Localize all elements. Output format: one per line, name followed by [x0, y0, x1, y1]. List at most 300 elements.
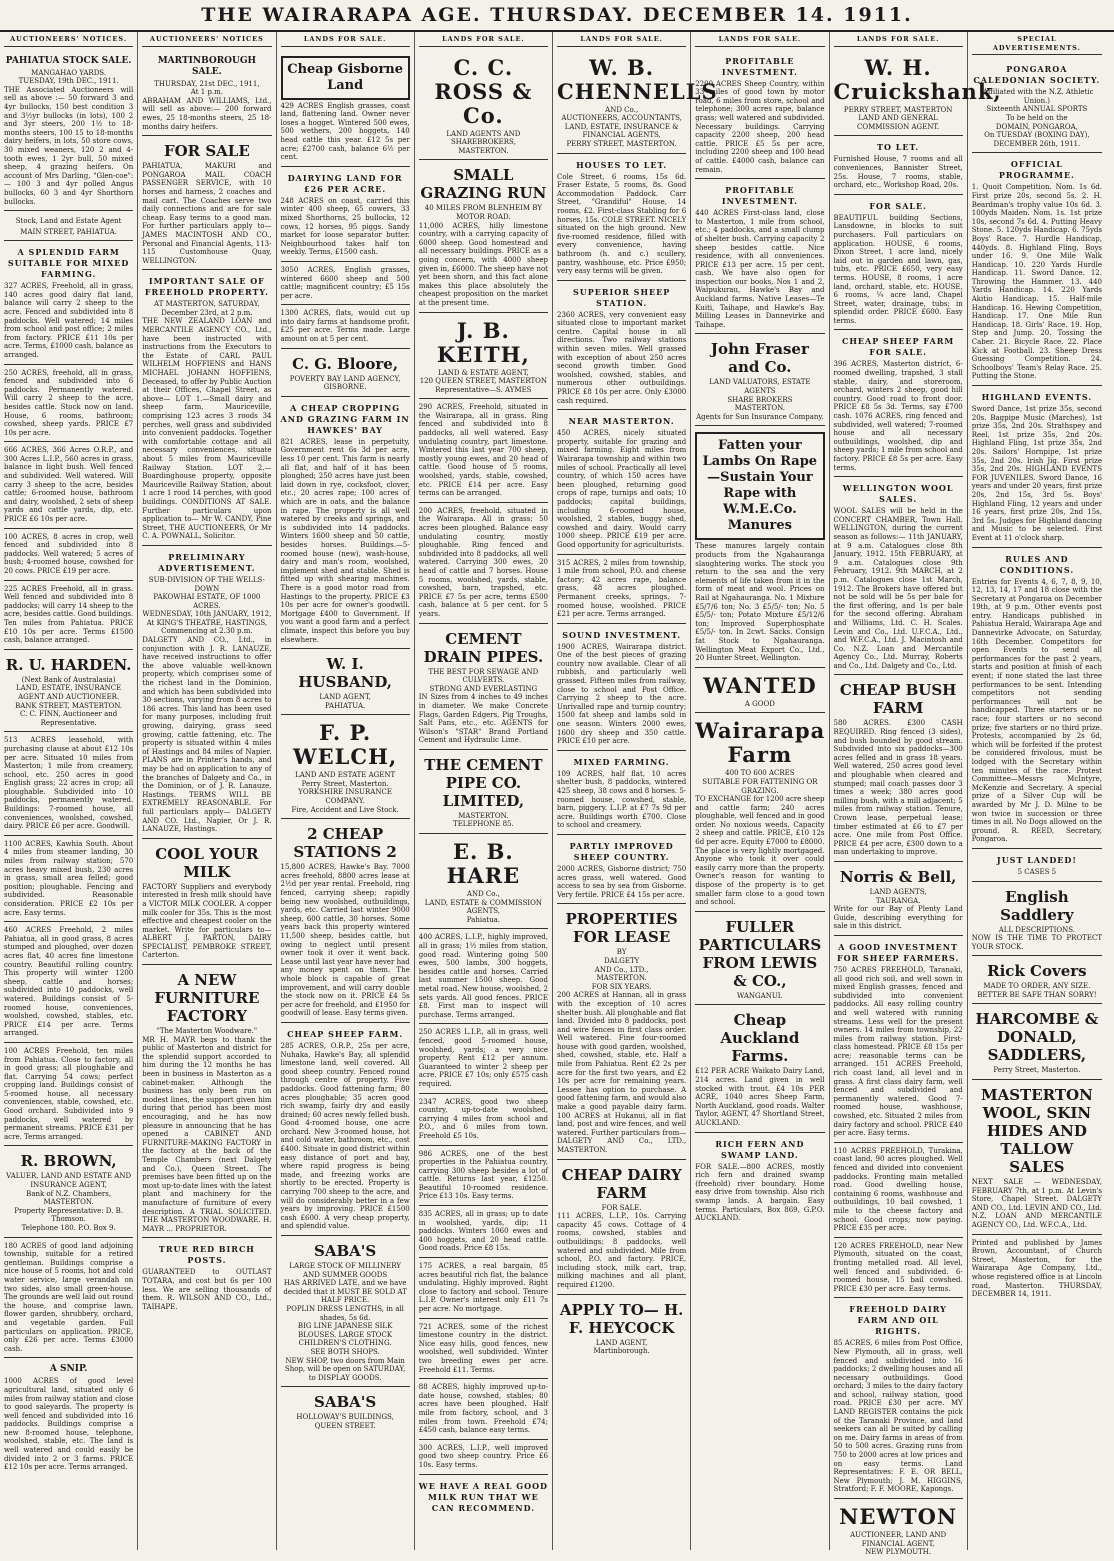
ad-body: 986 ACRES, one of the best properties in the Pahiatua country, carrying 300 sheep besides a lot of cattle. Returns last year, £1250. Beautiful 10-roomed residence. Price £13 10s. Easy terms. — [418, 1149, 548, 1201]
ad-subline: Property Representative: D. B. Thomson. — [14, 1206, 123, 1224]
advertisement — [4, 732, 133, 836]
ad-title: PONGAROA CALEDONIAN SOCIETY. — [973, 64, 1101, 86]
advertisement — [695, 713, 824, 912]
advertisement — [695, 334, 824, 426]
advertisement — [972, 1004, 1102, 1080]
ad-title: THE CEMENT PIPE CO. LIMITED, — [424, 755, 543, 810]
ad-title: Wairarapa Farm — [695, 718, 826, 768]
advertisement — [695, 426, 824, 667]
advertisement — [419, 1024, 548, 1093]
ad-title: Stock, Land and Estate Agent — [15, 217, 122, 226]
advertisement — [419, 503, 548, 624]
ad-title: R. U. HARDEN. — [5, 655, 132, 674]
ad-body: 180 ACRES of good land adjoining township, suitable for a retired gentleman. Buildings comprise a nice house of 5 rooms, hot and cold water service, large verandah on two sides, also small green-house. The grounds are well laid out round the house, and comprise lawn, flower garden, shrubbery, orchard, and vegetable garden. Full particulars on application. PRICE, only £26 per acre. Terms £3000 cash. — [4, 1241, 134, 1353]
ad-title: MIXED FARMING. — [573, 756, 670, 767]
column-3 — [277, 32, 415, 1550]
ad-subline: Pahiatua. — [466, 915, 500, 924]
ad-body: THE Associated Auctioneers will sell as above :— 50 forward 3 and 4yr bullocks, 150 best condition 3 and 3½yr bullocks (in lots), 100 2 and 3yr steers, 200 1½ to 18-months steers, 100 15 to 18-months dairy heifers, in lots, 50 store cows, 30 mixed weaners, 120 2 and 4-tooth ewes, 1 2yr bull, 50 mixed sheep, 4 grazing heifers. On account of Mrs Darling, "Glen-coe":— 100 3 and 4yr polled Angus bullocks, 60 3 and 4yr Shorthorn bullocks. — [4, 85, 134, 206]
ad-body: 110 ACRES FREEHOLD, Turakina, coast land, 90 acres ploughed. Well fenced and divided into convenient paddocks. Fronting main metalled road. Good dwelling house, containing 6 rooms, washhouse and outbuildings, 10 bail cowshed, 1 mile to the cheese factory and school. Good crops; now paying. PRICE £35 per acre. — [833, 1146, 963, 1233]
advertisement — [4, 211, 133, 241]
ad-subline: Bank of N.Z. Chambers, MASTERTON. — [26, 1189, 112, 1207]
ad-body: £12 PER ACRE Waikato Dairy Land, 214 acres. Land given in well stocked with trout. £4 10s PER ACRE, 1040 acres Sheep Farm, North Auckland, good roads. Walter Taylor, AGENT, 47 Shortland Street, AUCKLAND. — [695, 1067, 825, 1127]
ad-subline: At KING'S THEATRE, HASTINGS, — [146, 618, 268, 627]
ad-subline: TUESDAY, 19th DEC., 1911. — [18, 77, 119, 86]
ad-subline: (Affiliated with the N.Z. Athletic Union.) — [980, 88, 1094, 105]
ad-subline: LAND, ESTATE, INSURANCE AGENT AND AUCTIONEER. — [16, 684, 122, 701]
advertisement — [419, 834, 548, 929]
ad-subline: DALGETY — [603, 956, 640, 965]
ad-title: FULLER PARTICULARS FROM LEWIS & CO., — [698, 917, 822, 990]
ad-subline: Martinborough. — [593, 1347, 650, 1356]
advertisement — [833, 50, 1002, 137]
ad-title: APPLY TO— H. F. HEYCOCK — [559, 1300, 684, 1337]
ad-subline: STRONG AND EVERLASTING — [429, 684, 538, 693]
ad-subline: THURSDAY, 21st DEC., 1911, — [154, 79, 260, 88]
ad-title: PROFITABLE INVESTMENT. — [721, 55, 798, 77]
ad-body: 285 ACRES, O.R.P., 25s per acre, Nuhaka, Hawke's Bay, all splendid limestone land, well covered. All good sheep country. Fenced round through centre of property. Five paddocks. Good fattening farm; 80 acres ploughable; 35 acres good rich swamp, fairly dry and easily drained; 60 acres newly felled bush. Good 4-roomed house, one acre orchard. New 3-roomed house, hot and cold water, bathroom, etc., cost £400. Situate in good district within easy distance of port and bay, where rapid progress is being made, and freezing works are shortly to be erected. Property is carrying 700 sheep to the acre, and will do considerably better in a few years by improving. PRICE £1500 cash £600. A very cheap property, and splendid value. — [280, 1041, 410, 1231]
ad-subline: FOR SALE. — [601, 1203, 642, 1212]
ad-subline: VALUER, LAND AND ESTATE AND INSURANCE AGENT, — [6, 1172, 132, 1190]
ad-title: HIGHLAND EVENTS. — [981, 392, 1093, 402]
advertisement — [419, 50, 548, 161]
column-2 — [138, 32, 276, 1550]
ad-subline: PAKOWHAI ESTATE, OF 1000 ACRES. — [153, 593, 261, 610]
ad-subline: LAND AGENTS AND SHAREBROKERS, — [446, 129, 521, 147]
ad-body: 440 ACRES First-class land, close to Masterton, 1 mile from school, etc.; 4 paddocks, and a small clump of shelter bush. Carrying capacity 2 sheep besides cattle. Nice residence, with all conveniences. PRICE £13 per acre. 15 per cent. cash. We have also open for inspection our books, Nos 1 and 2, Waipukurau, Hawke's Bay and Auckland farms. Native Leases—Te Kuiti, Taihape, and Hawke's Bay. Milling Leases in Dannevirke and Taihape. — [695, 209, 825, 329]
ad-subline: SHARE BROKERS — [727, 395, 793, 404]
advertisement — [557, 555, 686, 624]
ad-body: FACTORY Suppliers and everybody interested in fresh milk should have a VICTOR MILK COOLER. A copper milk cooler for 35s. This is the most effective and cheapest cooler on the market. Write for particulars to— ALBERT J. PARTON, DAIRY SPECIALIST, PEMBROKE STREET, Carterton. — [142, 882, 272, 960]
ad-title: C. G. Bloore, — [292, 354, 399, 373]
advertisement — [834, 675, 963, 862]
advertisement — [4, 836, 133, 922]
advertisement — [4, 1238, 133, 1359]
advertisement — [557, 410, 686, 554]
ad-title: COOL YOUR MILK — [155, 844, 259, 881]
advertisement — [695, 1133, 824, 1227]
advertisement — [695, 50, 824, 180]
ad-body: 750 ACRES FREEHOLD, Taranaki, all good rich soil, and well sown in mixed English grasses, fenced and subdivided into convenient paddocks. All easy rolling country and well watered with running streams. Less well for the present owners. 14 miles from township, 22 miles from railway station. First-class homestead. PRICE £8 15s per acre; reasonable terms can be arranged. 151 ACRES Freehold, rich coast land, all level and in grass. A first class dairy farm, well fenced and subdivided and permanently watered. Good 7-roomed house, washhouse, cowshed, etc. Situated 2 miles from dairy factory and school. PRICE £40 per acre. Easy terms. — [833, 965, 963, 1138]
ad-subline: 5 CASES 5 — [1017, 867, 1057, 876]
ad-subline: "The Masterton Woodware." — [156, 1027, 258, 1036]
ad-body: 835 ACRES, all in grass; up to date in woolshed, yards, dip; 11 paddocks. Winters 1060 ewes and 400 hoggets, and 20 head cattle. Good roads. Price £8 15s. — [418, 1210, 548, 1253]
advertisement — [419, 1146, 548, 1207]
ad-body: 100 ACRES, 8 acres in crop, well fenced and subdivided into 8 paddocks. Well watered; 5 acres of bush; 4-roomed house, cowshed for 20 cows. PRICE £19 per acre. — [4, 532, 134, 575]
advertisement — [281, 349, 410, 397]
ad-title: SOUND INVESTMENT. — [562, 629, 682, 640]
ad-subline: BETTER BE SAFE THAN SORRY! — [977, 990, 1097, 999]
ad-title: PROFITABLE INVESTMENT. — [721, 185, 798, 207]
ad-subline: LAND VALUATORS, ESTATE AGENTS — [709, 378, 811, 396]
ad-body: 327 ACRES, Freehold, all in grass, 140 acres good dairy flat land, balance will carry 2 sheep to the acre. Fenced and subdivided into 8 paddocks. Well watered; 14 miles from school and post office; 2 miles from factory. PRICE £11 10s per acre. Terms, £1000 cash, balance as arranged. — [4, 282, 134, 359]
ad-subline: Agents for Sun Insurance Company. — [696, 412, 824, 421]
ad-subline: MANGAHAO YARDS. — [31, 68, 107, 77]
ad-title: WE HAVE A REAL GOOD MILK RUN THAT WE CAN RECOMMEND. — [418, 1480, 548, 1513]
ad-title: RULES AND CONDITIONS. — [999, 553, 1075, 575]
ad-subline: LARGE STOCK OF MILLINERY AND SUMMER GOODS — [289, 1262, 401, 1279]
ad-subline: LAND AND ESTATE AGENT — [295, 771, 396, 780]
ad-body: Entries for Events 4, 6, 7, 8, 9, 10, 12, 13, 14, 17 and 18 close with the Secretary at Pongaroa on December 19th, at 9 p.m. Other events post entry. Handicaps published in Pahiatua Herald, Wairarapa Age and Dannevirke Advocate, on Saturday, 16th December. Competitors for open Events to send all performances for the past 2 years, starts and position at finish of each event; if none stated the last three performances to be sent. Intending competitors not sending performances will not be handicapped. Three starters or no race; four starters or no second prize; five starters or no third prize. Protests, accompanied by 2s 6d, which will be forfeited if the protest be considered frivolous, must be lodged with the Secretary within ten minutes of the race. Protest Committee—Messrs McIntyre, McKenzie and Secretary. A special prize of a Silver Cup will be awarded by Mr J. D. Milne to be won twice in succession or three times in all. No Dogs allowed on the ground. R. REED, Secretary, Pongaroa. — [971, 577, 1102, 844]
column-heading: AUCTIONEERS' NOTICES. — [4, 32, 133, 47]
advertisement — [834, 1143, 963, 1238]
ad-title: JUST LANDED! — [996, 854, 1077, 865]
advertisement — [972, 849, 1102, 882]
ad-body: 85 ACRES, 6 miles from Post Office, New Plymouth, all in grass, well fenced and subdivided into 16 paddocks; 2 dwelling houses and all necessary outbuildings. Good orchard; 3 miles to the dairy factory and school, railway station, good road. PRICE £30 per acre. MY LAND REGISTER contains the pick of the Taranaki Province, and land seekers can all be suited by calling on me. Dairy farms in areas of from 50 to 500 acres. Grazing runs from 750 to 2000 acres at low prices and on easy terms. Land Representatives: F. E. OR BELL, New Plymouth; J. M. HIGGINS, Stratford; F. F. MOORE, Kapongs. — [833, 1339, 963, 1494]
ad-subline: POPLIN DRESS LENGTHS, in all shades, 5s 6d. — [286, 1304, 404, 1322]
ad-title: John Fraser and Co. — [710, 340, 809, 377]
advertisement — [834, 477, 963, 675]
ad-title: Rick Covers — [987, 962, 1087, 981]
advertisement — [419, 1206, 548, 1258]
ad-body: NOW IS THE TIME TO PROTECT YOUR STOCK. — [971, 934, 1102, 951]
ad-body: 120 ACRES FREEHOLD, near New Plymouth, situated on the coast, fronting metalled road. All level, well fenced and subdivided. 6-roomed house, 15 bail cowshed. PRICE £30 per acre. Easy terms. — [833, 1241, 963, 1293]
column-heading: LANDS FOR SALE. — [557, 32, 686, 47]
ad-body: ABRAHAM AND WILLIAMS, Ltd., will sell as above:— 200 forward ewes, 25 18-months steers, 25 18-months dairy heifers. — [142, 96, 272, 131]
advertisement — [972, 153, 1102, 386]
ad-title: NEAR MASTERTON. — [568, 416, 675, 427]
ad-title: OFFICIAL PROGRAMME. — [998, 159, 1075, 181]
ad-body: 200 ACRES, freehold, situated in the Wairarapa. All in grass; 50 acres been ploughed. Balance easy undulating country, mostly ploughable. Ring fenced and subdivided into 8 paddocks, all well watered. Carrying 300 ewes, 20 head of cattle and 7 horses. House 5 rooms, woolshed, yards, stable, cowshed, barn, trapshed, etc. PRICE £7 5s per acre, terms £500 cash, balance at 5 per cent. for 5 years. — [418, 506, 548, 618]
ad-title: HOUSES TO LET. — [576, 159, 668, 170]
ad-title: J. B. KEITH, — [436, 317, 530, 367]
ad-subline: LAND, ESTATE & COMMISSION AGENTS, — [424, 898, 542, 916]
ad-body: 2347 ACRES, good two sheep country, up-to-date woolshed, carrying 4 miles from school and P.O., and 6 miles from town. Freehold £5 10s. — [418, 1097, 548, 1140]
advertisement — [4, 241, 133, 364]
ad-body: 450 ACRES, nicely situated property, suitable for grazing and mixed farming. Eight miles from Wairarapa township and within two miles of school. Practically all level country, of which 150 acres have been ploughed, returning good crops of rape, turnips and oats; 10 paddocks; capital buildings, including 6-roomed house, woolshed, 2 stables, buggy shed, cowshed and dairy. Would carry 1000 sheep. PRICE £19 per acre. Good opportunity for agriculturists. — [557, 429, 687, 549]
ad-subline: SEE BOTH SHOPS. — [310, 1347, 380, 1356]
ad-subline: MADE TO ORDER, ANY SIZE. — [983, 982, 1091, 991]
ad-body: TO EXCHANGE for 1200 acre sheep and cattle farm; 240 acres ploughable, well fenced and in good order. No noxious weeds. Capacity 2 sheep and cattle. PRICE, £10 12s 6d per acre. Equity £7000 to £8000. The place is very lightly mortgaged. Anyone who took it over could easily carry more than the property. Owner's reason for wanting to dispose of the property is to get smaller farm close to a good town and school. — [695, 795, 825, 907]
advertisement — [281, 649, 410, 715]
ad-body: 1100 ACRES, Kawhia South. About 4 miles from steamer landing, 30 miles from railway station; 570 acres heavy mixed bush, 230 acres in grass, small area felled; good position; ploughable. Fencing and subdivided. Reasonable consideration. PRICE £2 10s per acre. Easy terms. — [4, 839, 134, 917]
ad-subline: PERRY STREET, MASTERTON. — [566, 139, 677, 148]
advertisement — [557, 1295, 686, 1360]
advertisement — [557, 904, 686, 1159]
ad-body: 248 ACRES on coast, carried this winter 400 sheep, 65 cowers, 33 mixed Shorthorns, 25 bullocks, 12 cows, 12 horses, 95 piggs. Sandy market for loose separator butter. Neighbourhood takes half ton weekly. Terms, £1500 cash. — [280, 196, 410, 257]
ad-title: PROPERTIES FOR LEASE — [565, 910, 678, 947]
ad-subline: A GOOD — [744, 699, 775, 708]
advertisement — [834, 936, 963, 1143]
advertisement — [557, 50, 718, 154]
ad-subline: (Next Bank of Australasia) — [21, 675, 116, 684]
ad-title: SABA'S — [314, 1242, 377, 1260]
advertisement — [419, 750, 548, 834]
column-1 — [0, 32, 138, 1550]
advertisement — [972, 1235, 1102, 1303]
ad-title: 2 CHEAP STATIONS 2 — [293, 825, 397, 862]
advertisement — [281, 1236, 410, 1387]
advertisement — [419, 1379, 548, 1440]
ad-subline: MASTERTON. — [596, 974, 647, 983]
ad-title: WANTED — [703, 672, 817, 698]
advertisement — [695, 179, 824, 334]
advertisement — [972, 58, 1102, 153]
advertisement — [557, 835, 686, 904]
ad-title: W. I. HUSBAND, — [298, 655, 393, 692]
ad-body: NEXT SALE — WEDNESDAY, FEBRUARY 7th, at 1 p.m. At Levin's Store, Chapel Street. DALGETY AND CO., Ltd. LEVIN AND CO., Ltd. N.Z. LOAN AND MERCANTILE AGENCY CO., Ltd. W.F.C.A., Ltd. — [971, 1178, 1102, 1230]
advertisement — [281, 715, 410, 819]
advertisement — [972, 882, 1102, 957]
advertisement — [557, 281, 686, 411]
ad-subline: TELEPHONE 85. — [453, 820, 514, 829]
column-heading: SPECIAL ADVERTISEMENTS. — [972, 32, 1102, 55]
ad-subline: PERRY STREET, MASTERTON — [843, 105, 953, 114]
ad-subline: C. C. FINN, Auctioneer and Representative. — [19, 710, 118, 727]
advertisement — [419, 1440, 548, 1475]
ad-body: 2360 ACRES, very convenient easy situated close to important market centre. Capital house in all directions. Two railway stations within seven miles. Well grassed with exception of about 250 acres second growth timber. Good woolshed, cowshed, stables, and numerous other outbuildings. PRICE £8 10s per acre. Only £3000 cash required. — [557, 310, 687, 405]
ad-subline: Perry Street, Masterton. — [993, 1066, 1081, 1075]
advertisement — [281, 262, 410, 305]
advertisement — [834, 136, 963, 194]
ad-title: Cheap Auckland Farms. — [720, 1011, 800, 1066]
ad-body: 250 ACRES L.I.P., all in grass, well fenced, good 5-roomed house, woolshed, yards; a very nice property. Rent £12 per annum. Guaranteed to winter 2 sheep per acre. PRICE £7 10s; only £575 cash required. — [418, 1028, 548, 1088]
ad-body: 100 ACRES Freehold, ten miles from Pahiatua. Close to factory, all in good grass; all ploughable and flat. Carrying 54 cows; perfect cropping land. Buildings consist of 5-roomed house, all necessary conveniences, stable, cowshed, etc. Good orchard. Subdivided into 9 paddocks, well watered by permanent streams. PRICE £31 per acre. Terms arranged. — [4, 1046, 134, 1141]
ad-subline: BIG LINE JAPANESE SILK BLOUSES. LARGE STOCK CHILDREN'S CLOTHING. — [297, 1322, 393, 1348]
ad-body: 300 ACRES, L.I.P., well improved good two sheep country. Price £6 10s. Easy terms. — [418, 1443, 548, 1469]
ad-body: Cole Street, 6 rooms, 15s 6d. Fraser Estate, 5 rooms, 8s. Good Accommodation Paddock. Carr Street, "Grandiful" House, 14 rooms, £2. First-class Stabling for 6 horses, 15s. COLE STREET. NICELY situated on the high ground. New five-roomed residence, filled with every convenience, having bathroom (h. and c.) scullery, pantry, washhouse, etc. Price £950; very easy terms will be given. — [557, 172, 687, 276]
advertisement — [281, 397, 410, 649]
ad-body: THE NEW ZEALAND LOAN and MERCANTILE AGENCY CO., Ltd., have been instructed with instructions from the Executors to the Estate of CARL PAUL WILHELM HOFFIENS and HANS MICHAEL JOHANN HOFFIENS, Deceased, to offer by Public Auction at their Offices, Chapel Street, as above— LOT 1.—Small dairy and sheep farm, Mauriceville, comprising 123 acres 3 roods 34 perches, well grass and subdivided into convenient paddocks. Together with comfortable cottage and all necessary conveniences, situate about 5 miles from Mauriceville Railway Station. LOT 2.—Boardinghouse property, opposite Mauriceville Railway Station, about 1 acre 1 rood 14 perches, with good buildings. CONDITIONS AT SALE. Further particulars upon application to— Mr W. CANDY, Pine Street, THE AUCTIONEERS, Or Mr C. A. POWNALL, Solicitor. — [142, 317, 272, 541]
ad-subline: LAND AGENT, — [595, 1338, 648, 1347]
advertisement — [419, 313, 548, 400]
ad-title: A SPLENDID FARM SUITABLE FOR MIXED FARMING. — [7, 247, 130, 280]
ad-title: R. BROWN, — [20, 1152, 117, 1171]
ad-subline: LAND AND GENERAL COMMISSION AGENT. — [856, 114, 940, 131]
ad-title: SMALL GRAZING RUN — [420, 166, 547, 203]
ad-body: DALGETY AND CO., Ltd., in conjunction with J. R. LANAUZE, have received instructions to offer the above valuable well-known property, which comprises some of the richest land in the Dominion, and which has been subdivided into 30 sections, varying from 8 acres to 186 acres. This land has been used for many purposes, including fruit growing, dairying, grass seed growing, cattle fattening, etc. The property is situated within 4 miles of Hastings and 84 miles of Napier. PLANS are in Printer's hands, and may be had on application to any of the branches of Dalgety and Co., in the Dominion, or of J. R. Lanauze, Hastings. TERMS WILL BE EXTREMELY REASONABLE. For full particulars apply— DALGETY AND CO. Ltd., Napier, Or J. R. LANAUZE, Hastings. — [142, 636, 272, 834]
ad-subline: DOMAIN, PONGAROA, — [995, 122, 1078, 131]
ad-body: WOOL SALES will be held in the CONCERT CHAMBER, Town Hall, WELLINGTON, during the current season as follows:— 11th JANUARY, at 9 a.m. Catalogues close 8th January, 1912. 15th FEBRUARY, at 9 a.m. Catalogues close 9th February, 1912. 9th MARCH, at 2 p.m. Catalogues close 1st March, 1912. The Brokers have offered but not be sold will be 5s per bale for the first offering, and 1s per bale for the second offering. Abraham and Williams, Ltd. C. H. Scales. Levin and Co., Ltd. U.F.C.A., Ltd., and W.F.C.A., Ltd. J. Macintosh and Co. N.Z. Loan and Mercantile Agency Co., Ltd. Murray, Roberts and Co., Ltd. Dalgety and Co., Ltd. — [833, 507, 963, 670]
ad-body: 3050 ACRES, English grasses, wintered 6600 sheep and 500 cattle; magnificent country; £5 15s per acre. — [280, 265, 410, 300]
ad-subline: HALF PRICE. — [320, 1296, 370, 1305]
advertisement — [557, 624, 686, 751]
ad-subline: On TUESDAY (BOXING DAY), DECEMBER 26th, 1911. — [984, 131, 1090, 148]
ad-body: 109 ACRES, half flat, 10 acres shelter bush, 8 paddocks, wintered 425 sheep, 38 cows and 8 horses. 5-roomed house, cowshed, stable, barn, piggery. L.I.P. at £7 7s 9d per acre. Buildings worth £700. Close to school and creamery. — [557, 769, 687, 830]
advertisement — [4, 1146, 133, 1237]
advertisement — [4, 365, 133, 443]
ad-subline: 120 QUEEN STREET, MASTERTON — [419, 377, 548, 386]
advertisement — [834, 330, 963, 477]
ad-body: 225 ACRES Freehold, all in grass. Well fenced and subdivided into 8 paddocks; will carry 14 sheep to the acre, besides cattle. Good buildings. Ten miles from Pahiatua. PRICE £10 10s per acre. Terms £1500 cash, balance arranged. — [4, 584, 134, 645]
ad-subline: POVERTY BAY LAND AGENCY, GISBORNE. — [289, 374, 401, 392]
advertisement — [972, 386, 1102, 548]
ad-body: Sword Dance, 1st prize 35s, second 20s. Bagpipe Music (Marches), 1st prize 35s, 2nd 20s. Strathspey and Reel, 1st prize 35s, 2nd 20s. Highland Fling, 1st prize 35s, 2nd 20s. Sailors' Hornpipe, 1st prize 35s, 2nd 20s. Irish Jig. First prize 35s, 2nd 20s. HIGHLAND EVENTS FOR JUVENILES. Sword Dance, 16 years and under 20 years, first prize 20s, 2nd 15s, 3rd 5s. Boys' Highland Fling, 12 years and under 16 years, first prize 20s, 2nd 15s, 3rd 5s. Judges for Highland dancing and Music to be selected. First Event at 11 o'clock sharp. — [971, 405, 1102, 542]
ad-body: 1. Quoit Competition. Nom. 1s 6d. First prize 20s, second 5s. 2. H. Beardman's trophy value 10s 6d. 3. 100yds Maiden. Nom. 1s. 1st prize 10s, second 7s 6d. 4. Putting Heavy Stone. 5. 120yds Handicap. 6. 75yds Boys' Race. 7. Hurdle Handicap, 440yds. 8. Highland Fling, Boys under 16. 9. One Mile Walk Handicap. 10. 220 Yards Hurdle Handicap. 11. Sword Dance. 12. Throwing the Hammer. 13. 440 Yards Handicap. 14. 220 Yards Akitio Handicap. 15. Half-mile Handicap. 16. Hewing Competition, Handicap. 17. One Mile Run Handicap. 18. Girls' Race. 19. Hop, Step and Jump. 20. Tossing the Caber. 21. Bicycle Race. 22. Place Kick at Football. 23. Sheep Dress Guessing Competition. 24. Schoolboys' Team's Relay Race. 25. Putting the Stone. — [971, 183, 1102, 381]
ad-title: WELLINGTON WOOL SALES. — [842, 483, 954, 505]
ad-title: DAIRYING LAND FOR £26 PER ACRE. — [287, 172, 403, 194]
advertisement — [4, 1358, 133, 1476]
ad-body: 400 ACRES, L.I.P., highly improved, all in grass; 1½ miles from station, good road. Wintering going 500 ewes, 500 lambs, 300 hoggets, besides cattle and horses. Carried last summer 1500 sheep. Good metal road. New house, woolshed, 2 sets yards. All good fences. PRICE £8. First man to inspect will purchase. Terms arranged. — [418, 933, 548, 1019]
advertisement — [4, 650, 133, 733]
advertisement — [4, 1043, 133, 1147]
ad-body: PAHIATUA, MAKURI and PONGAROA MAIL COACH PASSENGER SERVICE, with 10 horses and harness, 2 coaches and mail cart. The Coaches serve two daily connections and are for sale cheap. Easy terms to a good man. For further particulars apply to— JAMES MACINTOSH AND CO., Personal and Financial Agents, 113-115 Customhouse Quay, WELLINGTON. — [142, 162, 272, 265]
ad-title: A CHEAP CROPPING AND GRAZING FARM IN HAWKES' BAY — [280, 402, 410, 435]
ad-title: Cheap Gisborne Land — [281, 56, 410, 100]
ad-title: FOR SALE. — [869, 200, 927, 211]
ad-subline: LAND AGENTS, — [869, 887, 927, 896]
advertisement — [972, 548, 1102, 849]
ad-body: 175 ACRES, a real bargain, 85 acres beautiful rich flat, the balance undulating. Highly improved. Right close to factory and school. Tenure L.I.P. Owner's interest only £11 7s per acre. No mortgage. — [418, 1262, 548, 1313]
ad-subline: SUB-DIVISION OF THE WELLS-DOWN — [148, 575, 265, 593]
ad-subline: HAS ARRIVED LATE, and we have decided that it MUST BE SOLD AT — [283, 1279, 407, 1296]
advertisement — [142, 270, 271, 546]
ad-body: BEAUTIFUL building Sections, Lansdowne, in blocks to suit purchasers. Full particulars on application. HOUSE, 6 rooms, Dixon Street, 1 acre land, nicely laid out in garden and lawn, gas, tubs, etc. PRICE £650, very easy terms. HOUSE, 8 rooms, 1 acre land, orchard, stable, etc. HOUSE, 6 rooms, ¼ acre land, Chapel Street, water, drainage, tubs; in splendid order. PRICE £600. Easy terms. — [833, 213, 963, 325]
ad-title: SUPERIOR SHEEP STATION. — [573, 286, 671, 308]
advertisement — [834, 862, 963, 936]
column-heading: LANDS FOR SALE. — [834, 32, 963, 47]
ad-title: W. H. Cruickshank, — [833, 54, 1002, 104]
advertisement — [419, 160, 548, 312]
ad-title: PAHIATUA STOCK SALE. — [5, 55, 132, 66]
advertisement — [4, 529, 133, 581]
column-heading: AUCTIONEERS' NOTICES — [142, 32, 271, 47]
ad-subline: MASTERTON. — [458, 811, 509, 820]
ad-title: Fatten your Lambs On Rape—Sustain Your Rape with W.M.E.Co. Manures — [695, 432, 824, 540]
advertisement — [281, 305, 410, 348]
ad-subline: Fire, Accident and Live Stock. — [291, 805, 399, 814]
ad-subline: WEDNESDAY, 10th JANUARY, 1912, — [142, 610, 272, 619]
ad-title: HARCOMBE & DONALD, SADDLERS, — [975, 1010, 1099, 1065]
ad-body: 2200 ACRES Sheep Country, within 33 miles of good town by motor road, 6 miles from store, school and telephone; 300 acres rape, balance grass; well watered and subdivided. Necessary buildings. Carrying capacity 2200 sheep, 200 head cattle. PRICE £5 5s per acre, including 2200 sheep and 100 head of cattle. £4000 cash, balance can remain. — [695, 79, 825, 174]
advertisement — [695, 912, 824, 1006]
ad-title: MASTERTON WOOL, SKIN HIDES AND TALLOW SALES — [980, 1086, 1093, 1177]
ad-body: 821 ACRES, lease in perpetuity, Government rent 6s 3d per acre, less 10 per cent. This farm is nearly all flat, and half of it has been ploughed; 250 acres have just been laid down in rye, cocksfoot, clover, etc.; 20 acres rape; 100 acres of which are in oats, and the balance in rape. The property is all well watered by creeks and springs, and is subdivided into 14 paddocks. Winters 1600 sheep and 50 cattle, besides horses. Buildings.—5-roomed house (new), wash-house, dairy and man's room, woolshed, implement shed and stable. Shed is fitted up with shearing machines. There is a good motor road from Hastings to the property. PRICE £3 10s per acre for owner's goodwill. Mortgage £400 to Government. If you want a good farm and a perfect climate, inspect this before you buy elsewhere. — [280, 437, 410, 644]
ad-subline: 400 TO 600 ACRES — [725, 769, 795, 778]
advertisement — [972, 956, 1102, 1004]
ad-subline: Commencing at 2.30 p.m. — [161, 627, 253, 636]
column-5 — [553, 32, 718, 1550]
advertisement — [142, 965, 271, 1238]
ad-title: A SNIP. — [49, 1364, 88, 1375]
column-heading: LANDS FOR SALE. — [281, 32, 410, 47]
ad-body: 15,800 ACRES, Hawke's Bay. 7000 acres freehold, 8800 acres lease at 2½d per year rental. Freehold, ring fenced, carrying sheep; rapidly being new woolshed, outbuildings, yards, etc. Carried last winter 9000 sheep, 600 cattle, 30 horses. Some years back this property wintered 11,500 sheep, besides cattle, but owing to neglect until present owner took it over it went back. Lease until last year have never had any money spent on them. The whole block is capable of great improvement, and will carry double the stock now on it. PRICE £4 5s per acre for freehold, and £1950 for goodwill of lease. Easy terms given. — [280, 863, 410, 1018]
advertisement — [281, 50, 410, 167]
ad-body: These manures largely contain products from the Ngahauranga slaughtering works. The stock you return to the sea and the very elements of life taken from it in the form of meat and wool. Prices on Rail at Ngahauranga. No. 1 Mixture £5/7/6 ton; No. 3 £5/5/- ton; No. 5 £5/5/- ton; Potato Mixture £5/12/6 ton; Improved Superphosphate £5/5/- ton. In 2cwt. Sacks. Consign fat Stock to Ngahauranga. Wellington Meat Export Co., Ltd., 20 Hunter Street, Wellington. — [695, 542, 825, 663]
ad-subline: BANK STREET, MASTERTON. — [15, 701, 123, 710]
ad-body: Printed and published by James Brown, Accountant, of Church Street, Masterton, for the Wairarapa Age Company, Ltd., whose registered office is at Lincoln road, Masterton. THURSDAY, DECEMBER 14, 1911. — [971, 1238, 1102, 1299]
ad-title: W. B. CHENNELLS — [557, 54, 718, 104]
ad-body: 666 ACRES, 366 Acres O.R.P., and 300 Acres L.I.P., 560 acres in grass, balance in light bush. Well fenced and subdivided. Well watered. Will carry 3 sheep to the acre, besides cattle; 6-roomed house, bathroom and dairy, woolshed, 2 sets of sheep yards and cattle yards, dip, etc. PRICE £6 10s per acre. — [4, 446, 134, 524]
advertisement — [557, 154, 686, 281]
ad-subline: AND Co., LTD., — [594, 965, 649, 974]
ad-body: 429 ACRES English grasses, coast land, flattening land. Owner never loses a hogget. Wintered 500 ewes, 500 wethers, 200 hoggets, 140 head cattle this year. £12 5s per acre; £2700 cash, balance 6½ per cent. — [280, 101, 410, 162]
ad-subline: HOLLOWAY'S BUILDINGS, — [296, 1413, 394, 1422]
column-4 — [415, 32, 553, 1550]
ad-subline: Representative—S. AYMES — [435, 385, 532, 394]
ad-subline: Perry Street, Masterton. — [301, 779, 389, 788]
ad-body: 11,000 ACRES, hilly limestone country, with a carrying capacity of 6000 sheep. Good homestead and all necessary buildings. PRICE as a going concern, with 4000 sheep given in, £6000. The sheep have not yet been shorn, and this fact alone makes this place absolutely the cheapest proposition on the market at the present time. — [418, 221, 548, 307]
advertisement — [4, 922, 133, 1043]
ad-title: NEWTON — [839, 1504, 958, 1529]
ad-title: CEMENT DRAIN PIPES. — [423, 629, 544, 666]
advertisement — [4, 50, 133, 212]
ad-body: MR H. MAYR begs to thank the public of Masterton and district for the splendid support accorded to him during the 12 months he has been in business in Masterton as a cabinet-maker. Although the business has only been run on modest lines, the support given him during that period has been most encouraging, and he has now pleasure in announcing that he has opened a CABINET AND FURNITURE-MAKING FACTORY in the factory at the back of the Temple Chambers (next Dalgety and Co.), Queen Street. The premises have been fitted up on the most up-to-date lines with the latest plant and machinery for the manufacture of furniture of every description. A TRIAL SOLICITED. THE MASTERTON WOODWARE. H. MAYR ... PROPRIETOR. — [142, 1035, 272, 1233]
ad-title: E. B. HARE — [446, 839, 521, 889]
ad-body: 250 ACRES, freehold, all in grass, fenced and subdivided into 6 paddocks. Permanently watered. Will carry 2 sheep to the acre, besides cattle. Stock now on land. House, 6 rooms, bathroom; cowshed, sheep yards. PRICE £7 10s per acre. — [4, 368, 134, 437]
ad-subline: AUCTIONEER, LAND AND FINANCIAL AGENT, — [850, 1531, 947, 1548]
ad-subline: AUCTIONEERS, ACCOUNTANTS, LAND, ESTATE, INSURANCE & FINANCIAL AGENTS, — [561, 114, 682, 140]
ad-body: 460 ACRES Freehold, 2 miles Pahiatua, all in good grass, 8 acres stumped and ploughed, over dozen acres flat, 40 acres fine limestone country. Beautiful rolling country. This property will winter 1200 sheep, cattle and horses; subdivided into 10 paddocks, well watered. Buildings consist of 5-roomed house, conveniences, woolshed, cowshed, stables, etc. PRICE £14 per acre. Terms arranged. — [4, 926, 134, 1038]
ad-subline: Telephone 180. P.O. Box 9. — [21, 1224, 116, 1232]
advertisement — [4, 581, 133, 650]
ad-body: 396 ACRES, Masterton district, 6-roomed dwelling, trapshed, 3 stall stable, dairy, and storeroom, orchard, winters 2 sheep, good hill country. Good road to front door. PRICE £8 5s 3d. Terms, say £700 cash. 1076 ACRES, ring fenced and subdivided, well watered; 7-roomed house and all necessary outbuildings, woolshed, dip and sheep yards; 1 mile from school and factory. PRICE £8 5s per acre. Easy terms. — [833, 360, 963, 472]
advertisement — [419, 929, 548, 1024]
ad-subline: AND Co., — [466, 890, 500, 899]
advertisement — [142, 546, 271, 839]
ad-title: RICH FERN AND SWAMP LAND. — [715, 1138, 805, 1160]
ad-title: SABA'S — [314, 1393, 377, 1412]
column-6 — [691, 32, 829, 1550]
advertisement — [142, 839, 271, 965]
ad-title: FOR SALE — [163, 142, 250, 161]
ad-body: Furnished House, 7 rooms and all conveniences, Bannister Street, 25s. House, 7 rooms, stable, orchard, etc., Workshop Road, 20s. — [833, 155, 963, 190]
ad-body: 2000 ACRES, Gisborne district; 750 acres grass, well watered. Good access to sea by sea from Gisborne. Very fertile. PRICE £4 15s per acre. — [557, 864, 687, 899]
ad-subline: 40 MILES FROM BLENHEIM BY MOTOR ROAD. — [424, 204, 542, 221]
ad-title: MARTINBOROUGH SALE. — [157, 55, 257, 77]
ad-subline: YORKSHIRE INSURANCE COMPANY. — [298, 788, 392, 806]
ad-body: 200 ACRES at Hannan, all in grass with the exception of 10 acres shelter bush. All ploughable and flat land. Divided into 8 paddocks, post and wire fences in first class order. Well watered. Fine four-roomed house with good garden, woolshed, shed, cowshed, stable, etc. Half a mile from Pahiatua. Rent £2 2s per acre for the first two years, and £2 10s per acre for remaining years. Lessee has option to purchase. A good fattening farm, and would also make a good payable dairy farm. 100 ACRES at Hukanui, all in flat land, post and wire fences, and well watered. Further particulars from— DALGETY AND Co., LTD., MASTERTON. — [557, 991, 687, 1154]
ad-title: TRUE RED BIRCH POSTS. — [158, 1244, 255, 1266]
advertisement — [142, 50, 271, 137]
advertisement — [281, 167, 410, 262]
ad-subline: BY — [616, 948, 627, 957]
advertisement — [142, 1238, 271, 1315]
ad-title: English Saddlery — [1000, 887, 1074, 924]
ad-subline: To be held on the — [1006, 113, 1068, 122]
ad-title: F. P. WELCH, — [293, 720, 398, 770]
advertisement — [834, 1238, 963, 1299]
ad-subline: THE BEST FOR SEWAGE AND CULVERTS. — [428, 667, 539, 685]
advertisement — [419, 1258, 548, 1319]
ad-body: GUARANTEED to OUTLAST TOTARA, and cost but 6s per 100 less. We are selling thousands of them. R. WILSON AND CO., Ltd., TAIHAPE. — [142, 1268, 272, 1311]
advertisement — [695, 1005, 824, 1132]
ad-body: FOR SALE.—800 ACRES, mostly rich fern and drained swamp (freehold) river boundary. Home easy drive from township. Also rich swamp lands. A bargain. Easy terms. Particulars, Box 869, G.P.O. AUCKLAND. — [695, 1162, 825, 1223]
advertisement — [972, 1080, 1102, 1235]
ad-subline: TAURANGA. — [875, 896, 921, 905]
advertisement — [281, 1023, 410, 1236]
column-7 — [830, 32, 1002, 1557]
ad-subline: MASTERTON. — [458, 146, 509, 155]
ad-title: PARTLY IMPROVED SHEEP COUNTRY. — [569, 840, 674, 862]
ad-title: PRELIMINARY ADVERTISEMENT. — [158, 551, 256, 573]
advertisement — [419, 1094, 548, 1146]
advertisement — [834, 1499, 963, 1561]
ad-subline: PAHIATUA. — [324, 701, 366, 710]
ad-body: 111 ACRES, L.I.P., 10s. Carrying capacity 45 cows. Cottage of 4 rooms, cowshed, stables and outbuildings; 8 paddocks, well watered and subdivided. Mile from school, P.O. and factory. PRICE, including stock, milk cart, trap, milking machines and all plant, required £1200. — [557, 1212, 687, 1289]
ad-body: 88 ACRES, highly improved up-to-date house, cowshed, stables; 80 acres have been ploughed. Half mile from factory, school, and 3 miles from town. Freehold £74; £450 cash, balance easy terms. — [418, 1383, 548, 1435]
ad-body: Write for our Bay of Plenty Land Guide, describing everything for sale in this district. — [833, 905, 963, 931]
ad-subline: FOR SIX YEARS. — [591, 982, 652, 991]
ad-body: 513 ACRES leasehold, with purchasing clause at about £12 10s per acre. Situated 10 miles from Masterton; 1 mile from creamery, school, etc. 250 acres in good English grass; 22 acres in crop; all ploughable. Subdivided into 10 paddocks, permanently watered. Buildings: 7-roomed house, all conveniences, woolshed, cowshed, dairy. PRICE £6 per acre. Goodwill. — [4, 736, 134, 831]
advertisement — [281, 1387, 410, 1434]
ad-title: TO LET. — [877, 142, 920, 153]
advertisement — [419, 624, 548, 750]
ad-subline: MASTERTON. — [734, 404, 785, 413]
ad-body: IN Sizes from 4 inches to 49 inches in diameter. We make Concrete Flags, Garden Edgers, Pig Troughs, Salt Pans, etc., etc. AGENTS for Wilson's "STAR" Brand Portland Cement and Hydraulic Lime. — [418, 693, 548, 745]
ad-subline: WANGANUI. — [737, 991, 783, 1000]
ad-title: CHEAP DAIRY FARM — [561, 1165, 682, 1202]
masthead: THE WAIRARAPA AGE. THURSDAY. DECEMBER 14. 1911. — [0, 0, 1114, 32]
ad-subline: ALL DESCRIPTIONS. — [998, 925, 1075, 934]
ad-subline: QUEEN STREET. — [314, 1421, 376, 1430]
ad-body: 1300 ACRES, flats, would cut up into dairy farms at handsome profit. £25 per acre. Terms made. Large amount on at 5 per cent. — [280, 309, 410, 344]
columns — [0, 32, 1114, 1557]
ad-subline: AND Co., — [605, 105, 639, 114]
advertisement — [419, 399, 548, 503]
ad-subline: At 1 p.m. — [190, 88, 223, 97]
column-heading: LANDS FOR SALE. — [419, 32, 548, 47]
ad-subline: LAND & ESTATE AGENT, — [438, 368, 529, 377]
